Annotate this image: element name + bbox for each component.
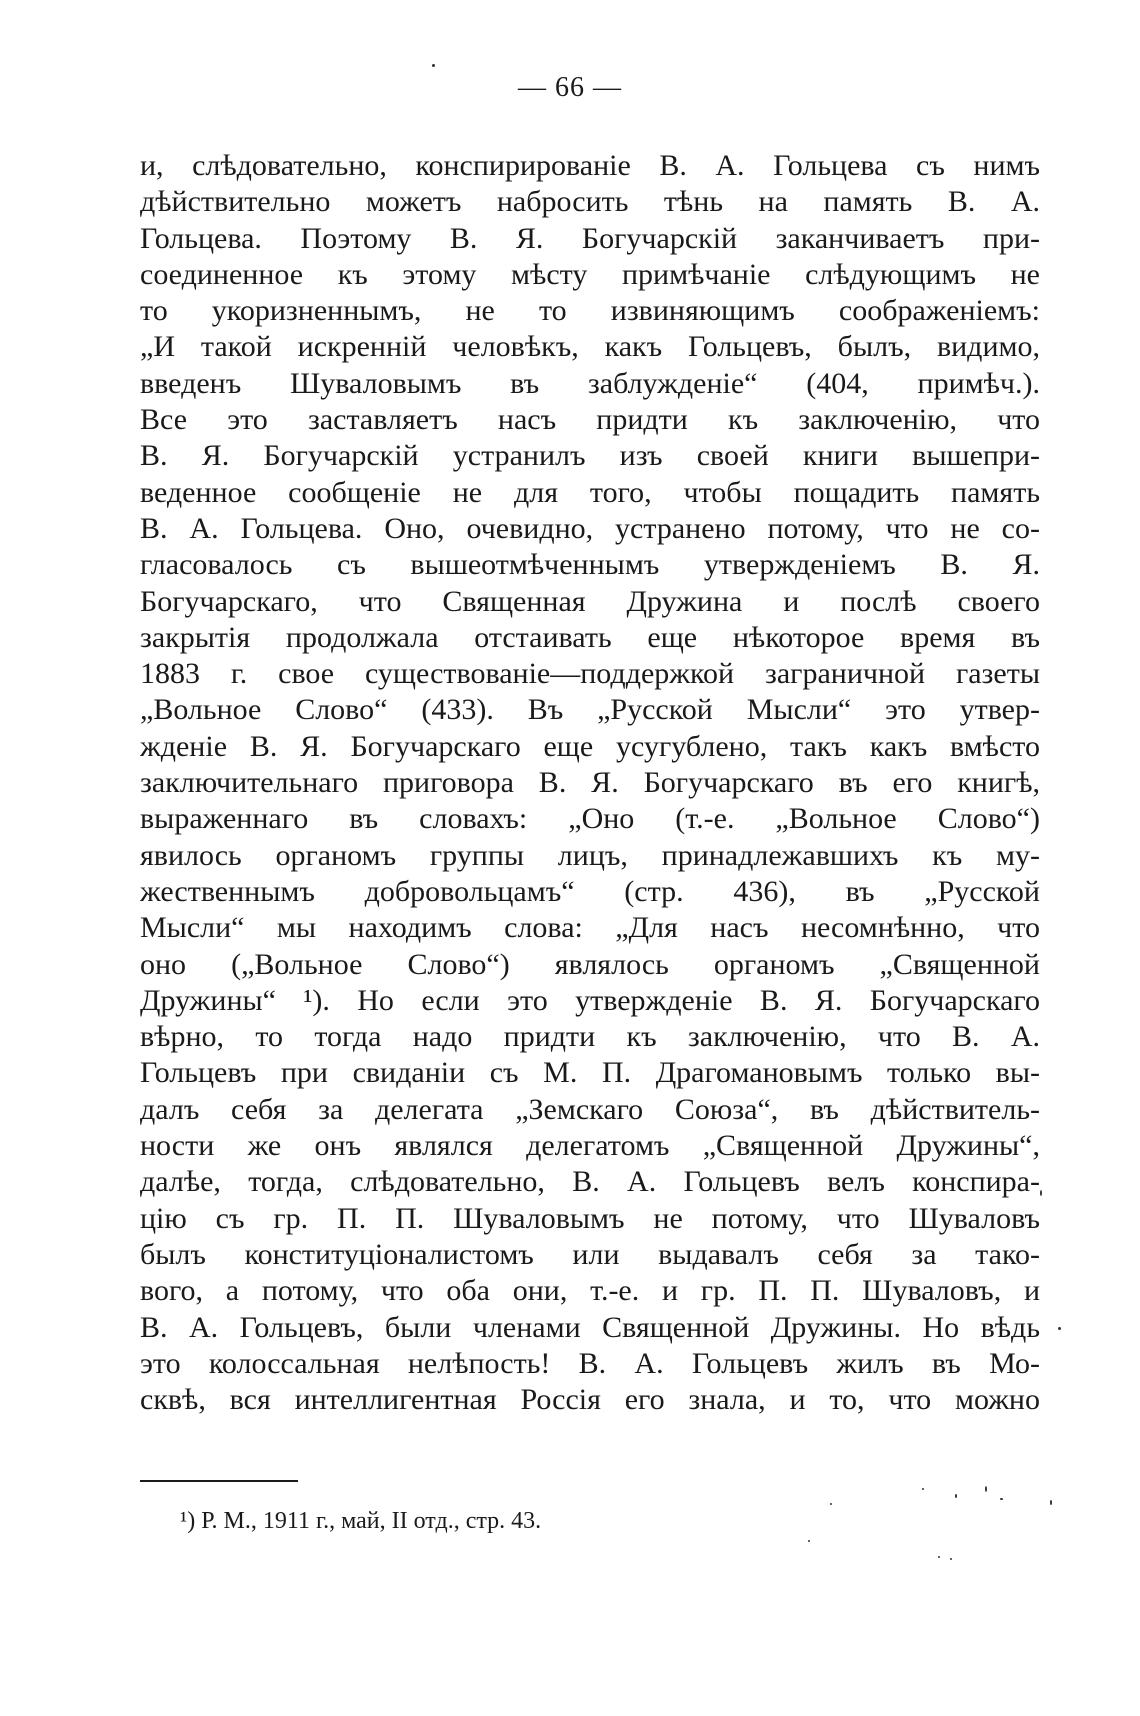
scan-speck bbox=[1000, 1498, 1003, 1500]
footnote-divider bbox=[140, 1480, 298, 1482]
scan-speck bbox=[950, 1558, 952, 1560]
text-line: сквѣ, вся интеллигентная Россія его знала, и то, что можно bbox=[140, 1383, 1040, 1417]
text-line: Богучарскаго, что Священная Дружина и послѣ своего bbox=[140, 584, 1040, 618]
text-line: заключительнаго приговора В. Я. Богучарскаго въ его книгѣ, bbox=[140, 766, 1040, 800]
text-line: явилось органомъ группы лицъ, принадлежавшихъ къ му- bbox=[140, 838, 1040, 872]
text-line: ности же онъ являлся делегатомъ „Священной Дружины“, bbox=[140, 1129, 1040, 1163]
text-line: далъ себя за делегата „Земскаго Союза“, въ дѣйствитель- bbox=[140, 1092, 1040, 1126]
text-line: вого, а потому, что оба они, т.-е. и гр. П. П. Шуваловъ, и bbox=[140, 1274, 1040, 1308]
text-line: цію съ гр. П. П. Шуваловымъ не потому, что Шуваловъ bbox=[140, 1201, 1040, 1235]
text-line: дѣйствительно можетъ набросить тѣнь на память В. А. bbox=[140, 185, 1040, 219]
text-line: гласовалось съ вышеотмѣченнымъ утвержденіемъ В. Я. bbox=[140, 548, 1040, 582]
scan-speck bbox=[955, 1494, 957, 1498]
scan-speck bbox=[1058, 1327, 1061, 1330]
scan-speck bbox=[808, 1540, 810, 1542]
text-line: жденіе В. Я. Богучарскаго еще усугублено, такъ какъ вмѣсто bbox=[140, 729, 1040, 763]
scan-speck bbox=[1050, 1500, 1052, 1505]
text-line: Все это заставляетъ насъ придти къ заключенію, что bbox=[140, 403, 1040, 437]
text-line: Гольцевъ при свиданіи съ М. П. Драгомановымъ только вы- bbox=[140, 1056, 1040, 1090]
body-text bbox=[140, 148, 1040, 1418]
text-line: В. Я. Богучарскій устранилъ изъ своей книги вышепри- bbox=[140, 439, 1040, 473]
text-line: введенъ Шуваловымъ въ заблужденіе“ (404, примѣч.). bbox=[140, 366, 1040, 400]
scan-speck bbox=[938, 1556, 940, 1558]
scan-speck bbox=[830, 1503, 832, 1505]
text-line: закрытія продолжала отстаивать еще нѣкоторое время въ bbox=[140, 620, 1040, 654]
text-line: жественнымъ добровольцамъ“ (стр. 436), въ „Русской bbox=[140, 874, 1040, 908]
text-line: былъ конституціоналистомъ или выдавалъ себя за тако- bbox=[140, 1237, 1040, 1271]
footnote: ¹) Р. М., 1911 г., май, II отд., стр. 43. bbox=[180, 1508, 542, 1534]
text-line: веденное сообщеніе не для того, чтобы пощадить память bbox=[140, 475, 1040, 509]
text-line: выраженнаго въ словахъ: „Оно (т.-е. „Вольное Слово“) bbox=[140, 802, 1040, 836]
page-number: — 66 — bbox=[518, 72, 622, 103]
text-line: „Вольное Слово“ (433). Въ „Русской Мысли“ это утвер- bbox=[140, 693, 1040, 727]
scan-speck bbox=[985, 1486, 987, 1492]
text-line: 1883 г. свое существованіе—поддержкой заграничной газеты bbox=[140, 657, 1040, 691]
text-line: далѣе, тогда, слѣдовательно, В. А. Гольцевъ велъ конспира- bbox=[140, 1165, 1040, 1199]
scan-speck bbox=[1040, 1190, 1042, 1196]
text-line: то укоризненнымъ, не то извиняющимъ соображеніемъ: bbox=[140, 294, 1040, 328]
text-line: В. А. Гольцевъ, были членами Священной Дружины. Но вѣдь bbox=[140, 1310, 1040, 1344]
text-line: оно („Вольное Слово“) являлось органомъ „Священной bbox=[140, 947, 1040, 981]
text-line: „И такой искренній человѣкъ, какъ Гольцевъ, былъ, видимо, bbox=[140, 330, 1040, 364]
scan-speck bbox=[432, 64, 435, 67]
scan-speck bbox=[922, 1488, 924, 1490]
text-line: вѣрно, то тогда надо придти къ заключенію, что В. А. bbox=[140, 1020, 1040, 1054]
text-line: соединенное къ этому мѣсту примѣчаніе слѣдующимъ не bbox=[140, 257, 1040, 291]
text-line: Гольцева. Поэтому В. Я. Богучарскій заканчиваетъ при- bbox=[140, 221, 1040, 255]
text-line: Мысли“ мы находимъ слова: „Для насъ несомнѣнно, что bbox=[140, 911, 1040, 945]
text-line: это колоссальная нелѣпость! В. А. Гольцевъ жилъ въ Мо- bbox=[140, 1346, 1040, 1380]
text-line: В. А. Гольцева. Оно, очевидно, устранено потому, что не со- bbox=[140, 511, 1040, 545]
text-line: и, слѣдовательно, конспирированіе В. А. Гольцева съ нимъ bbox=[140, 149, 1040, 182]
text-line: Дружины“ ¹). Но если это утвержденіе В. Я. Богучарскаго bbox=[140, 983, 1040, 1017]
